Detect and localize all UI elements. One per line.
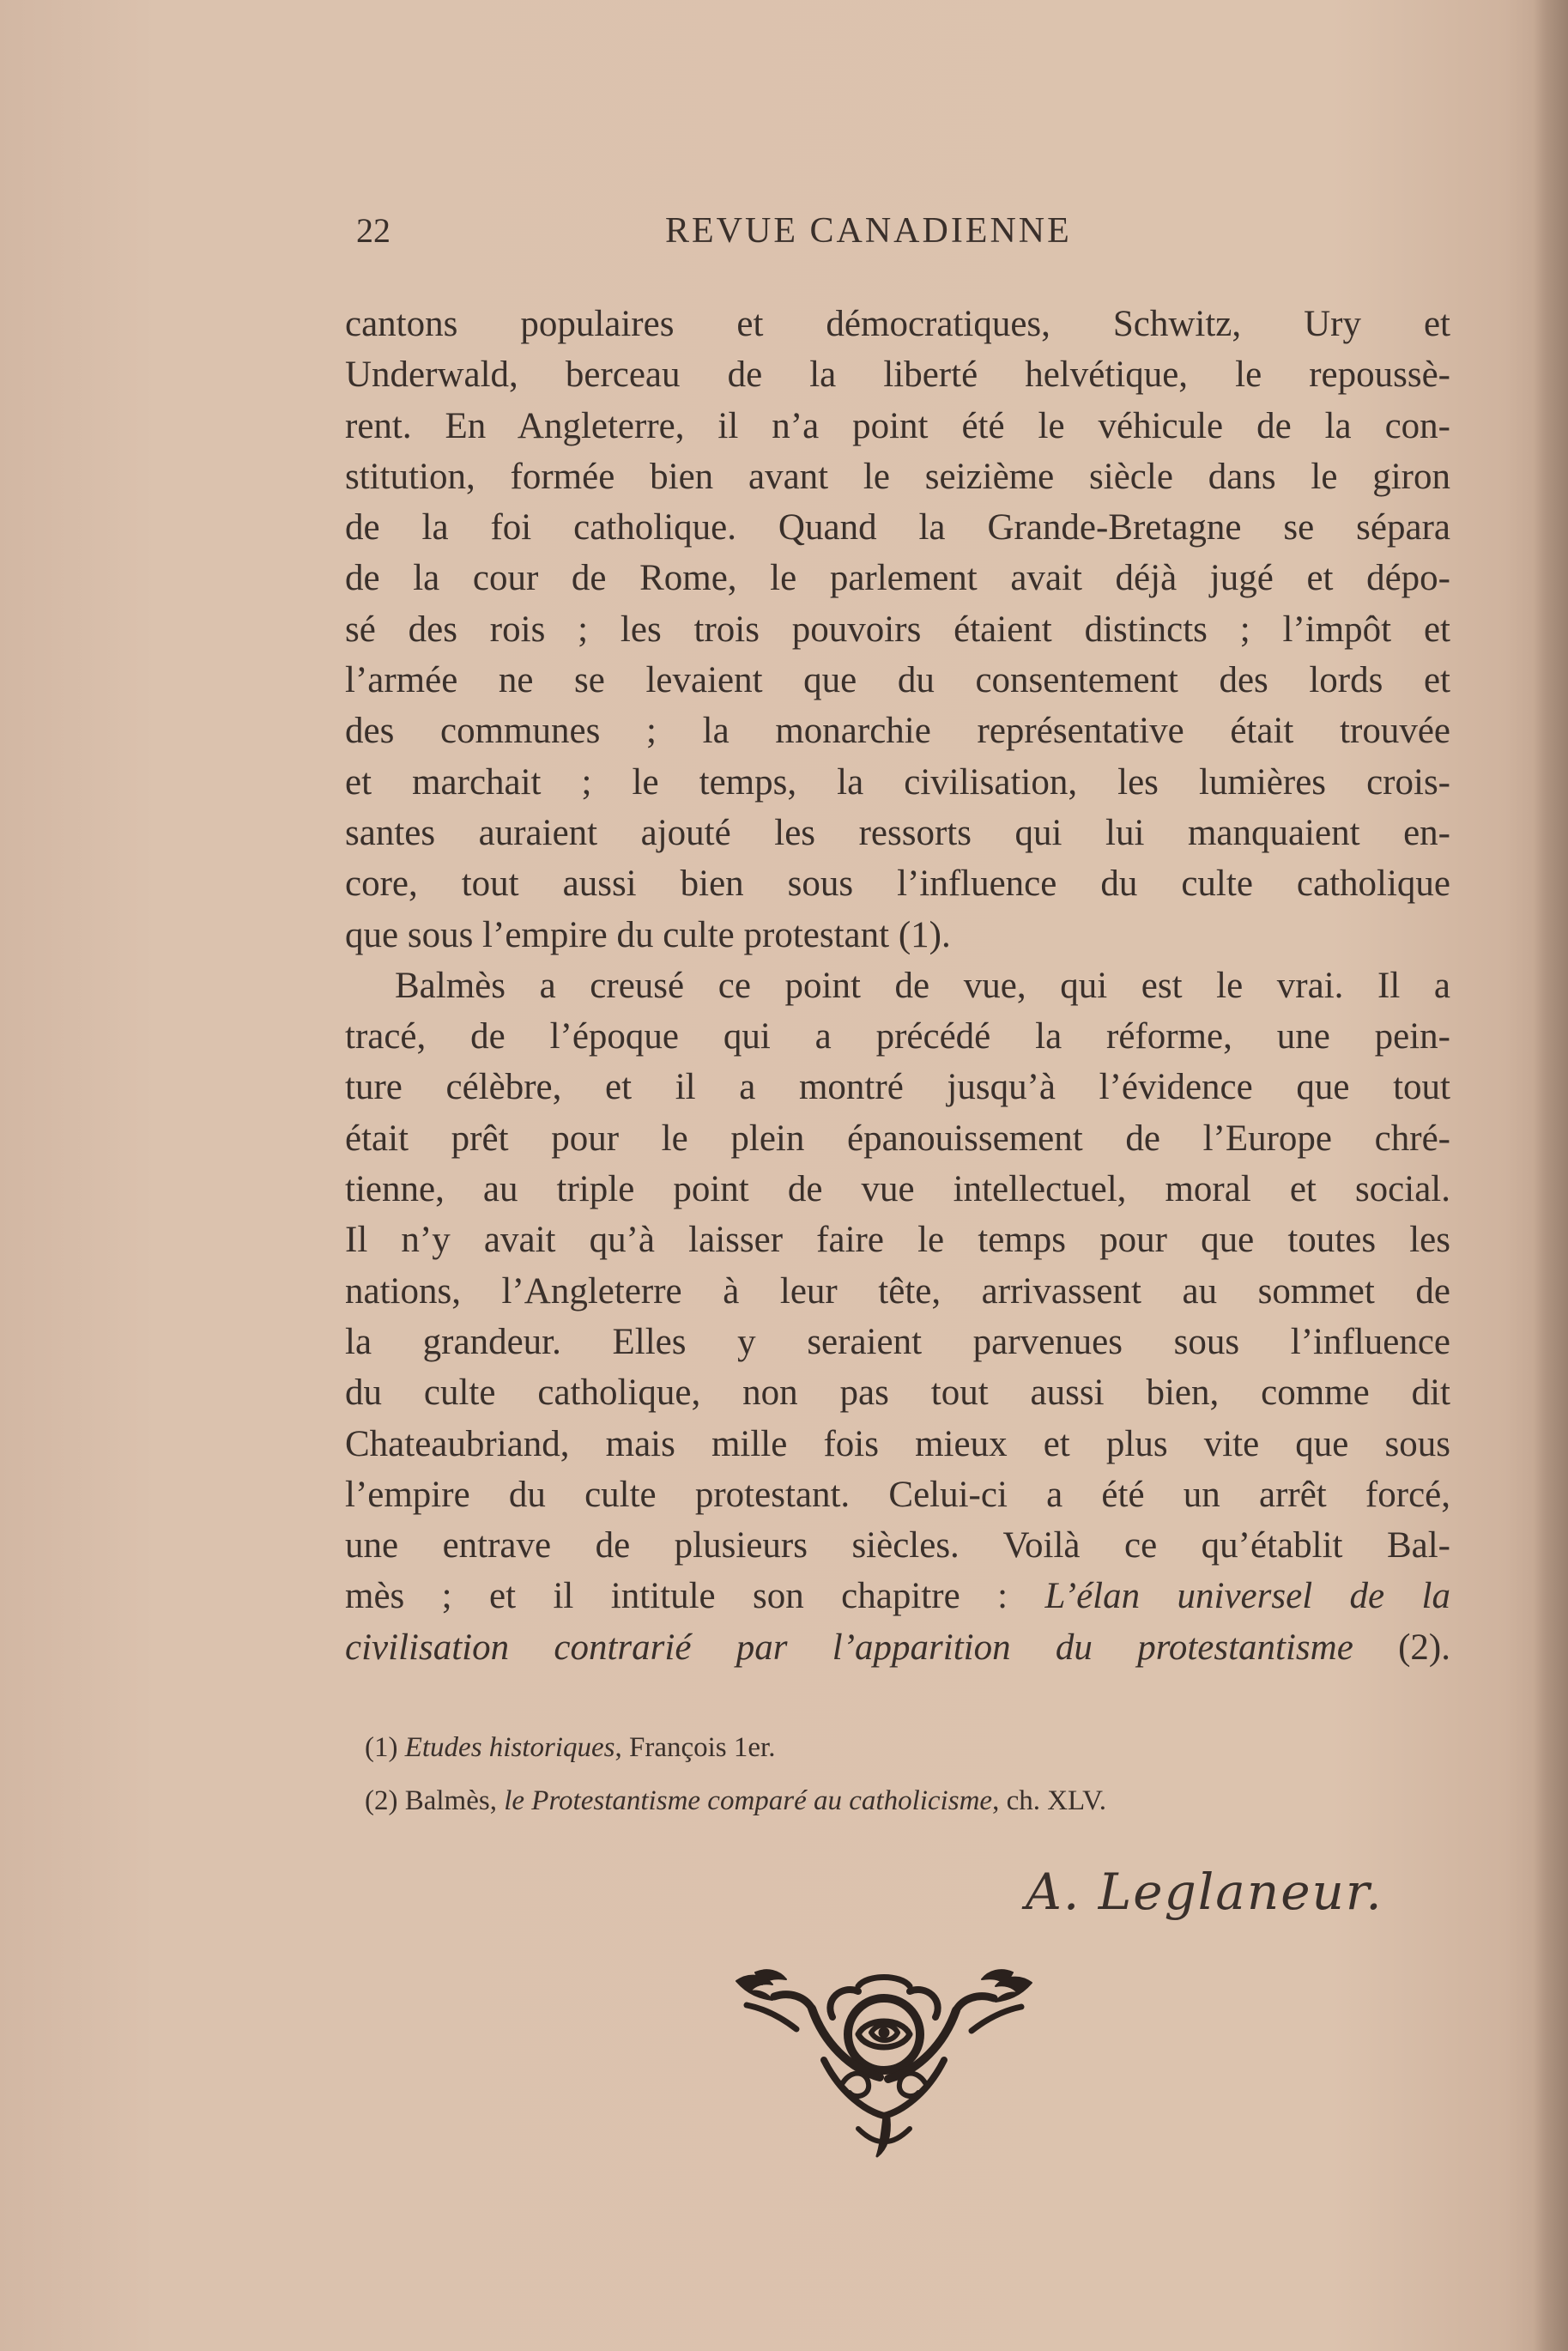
footnote-author: Balmès,	[404, 1785, 505, 1816]
text-line: de la foi catholique. Quand la Grande-Bretagne se sépara	[345, 507, 1450, 548]
text-line: des communes ; la monarchie représentative était trouvée	[345, 711, 1450, 752]
text-line: core, tout aussi bien sous l’influence du culte catholique	[345, 863, 1450, 905]
text-line: Balmès a creusé ce point de vue, qui est le vrai. Il a	[395, 965, 1450, 1006]
floral-ornament-icon	[730, 1966, 1038, 2163]
text-line: une entrave de plusieurs siècles. Voilà ce qu’établit Bal-	[345, 1525, 1450, 1566]
text-line: tienne, au triple point de vue intellectuel, moral et social.	[345, 1169, 1450, 1210]
text-line: et marchait ; le temps, la civilisation, les lumières crois-	[345, 761, 1450, 803]
text-line: était prêt pour le plein épanouissement de l’Europe chré-	[345, 1118, 1450, 1159]
text-line: sé des rois ; les trois pouvoirs étaient distincts ; l’impôt et	[345, 609, 1450, 650]
footnote-text: , François 1er.	[614, 1732, 776, 1763]
text-line: Il n’y avait qu’à laisser faire le temps pour que toutes les	[345, 1220, 1450, 1261]
running-title: REVUE CANADIENNE	[665, 211, 1072, 251]
footnote-mark: (2)	[365, 1785, 405, 1816]
footnote-1	[365, 1721, 1446, 1774]
text-line: cantons populaires et démocratiques, Schwitz, Ury et	[345, 304, 1450, 344]
chapter-title-italic: L’élan universel de la	[1044, 1576, 1451, 1617]
text-line: l’armée ne se levaient que du consentement des lords et	[345, 660, 1450, 701]
footnotes	[365, 1721, 1446, 1827]
text-line: santes auraient ajouté les ressorts qui lui manquaient en-	[345, 812, 1450, 853]
text-line: l’empire du culte protestant. Celui-ci a été un arrêt forcé,	[345, 1474, 1450, 1515]
text-line: Underwald, berceau de la liberté helvétique, le repoussè-	[345, 354, 1450, 396]
author-signature: A. Leglaneur.	[1026, 1863, 1383, 1921]
text-line	[345, 1622, 1450, 1673]
text-line: du culte catholique, non pas tout aussi bien, comme dit	[345, 1372, 1450, 1414]
text-line: Chateaubriand, mais mille fois mieux et plus vite que sous	[345, 1423, 1450, 1464]
article-body	[345, 299, 1450, 1673]
text-line: la grandeur. Elles y seraient parvenues sous l’influence	[345, 1321, 1450, 1362]
text-line: que sous l’empire du culte protestant (1).	[345, 914, 951, 955]
footnote-2	[365, 1774, 1446, 1827]
footnote-title: Etudes historiques	[404, 1732, 615, 1763]
footnote-mark: (1)	[365, 1732, 405, 1763]
page-header	[356, 210, 1446, 262]
text-line: nations, l’Angleterre à leur tête, arrivassent au sommet de	[345, 1270, 1450, 1312]
text-line: rent. En Angleterre, il n’a point été le véhicule de la con-	[345, 405, 1450, 446]
page-number: 22	[356, 211, 390, 250]
text-line: ture célèbre, et il a montré jusqu’à l’évidence que tout	[345, 1067, 1450, 1108]
footnote-text: , ch. XLV.	[992, 1785, 1106, 1816]
text-segment: mès ; et il intitule son chapitre :	[345, 1576, 1045, 1617]
text-line: stitution, formée bien avant le seizième siècle dans le giron	[345, 456, 1450, 497]
text-line: tracé, de l’époque qui a précédé la réforme, une pein-	[345, 1016, 1450, 1057]
page-edge-shadow	[1534, 0, 1568, 2351]
chapter-title-italic: civilisation contrarié par l’apparition du protestantisme	[345, 1627, 1353, 1668]
text-segment: (2).	[1353, 1627, 1451, 1668]
footnote-title: le Protestantisme comparé au catholicisme	[504, 1785, 993, 1816]
text-line	[345, 1571, 1450, 1621]
text-line: de la cour de Rome, le parlement avait déjà jugé et dépo-	[345, 558, 1450, 599]
